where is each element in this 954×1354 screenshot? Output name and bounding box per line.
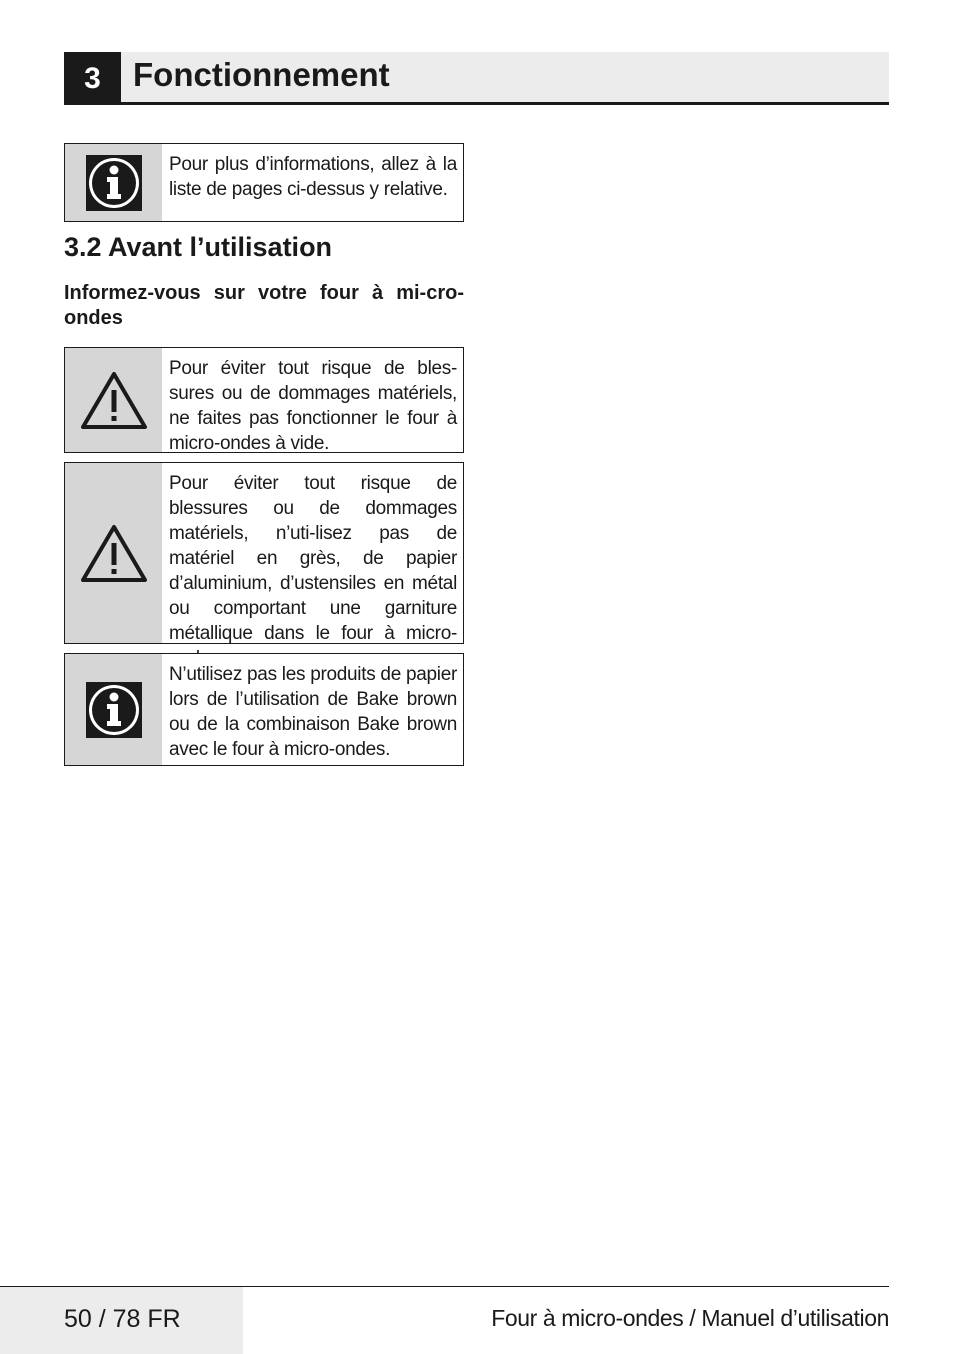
- footer-title: Four à micro-ondes / Manuel d’utilisation: [491, 1305, 889, 1331]
- notice-text: Pour éviter tout risque de blessures ou de dommages matériels, n’uti-lisez pas de matériel en grès, de papier d’aluminium, d’ustensiles en métal ou comportant une garniture métallique dans le four à micro-: [169, 473, 457, 644]
- chapter-title: Fonctionnement: [133, 56, 390, 93]
- chapter-number: 3: [64, 52, 121, 105]
- warning-icon: [65, 348, 162, 452]
- chapter-header: [64, 52, 889, 105]
- info-notice: [64, 653, 464, 766]
- page-number: 50 / 78 FR: [64, 1305, 181, 1333]
- notice-text: Pour plus d’informations, allez à la liste de pages ci-dessus y relative.: [169, 154, 457, 200]
- notice-text: N’utilisez pas les produits de papier lors de l’utilisation de Bake brown ou de la combinaison Bake brown avec le four à micro-ondes.: [169, 664, 457, 760]
- info-icon: [65, 144, 162, 221]
- section-title: 3.2 Avant l’utilisation: [64, 232, 333, 262]
- info-icon: [65, 654, 162, 765]
- notice-text: Pour éviter tout risque de bles-sures ou de dommages matériels, ne faites pas fonctionner le four à micro-ondes à vide.: [169, 358, 457, 454]
- subsection-title: Informez-vous sur votre four à mi-cro-ondes: [64, 282, 464, 329]
- warning-icon: [65, 463, 162, 643]
- info-notice: [64, 143, 464, 222]
- warning-notice: [64, 462, 464, 644]
- warning-notice: [64, 347, 464, 453]
